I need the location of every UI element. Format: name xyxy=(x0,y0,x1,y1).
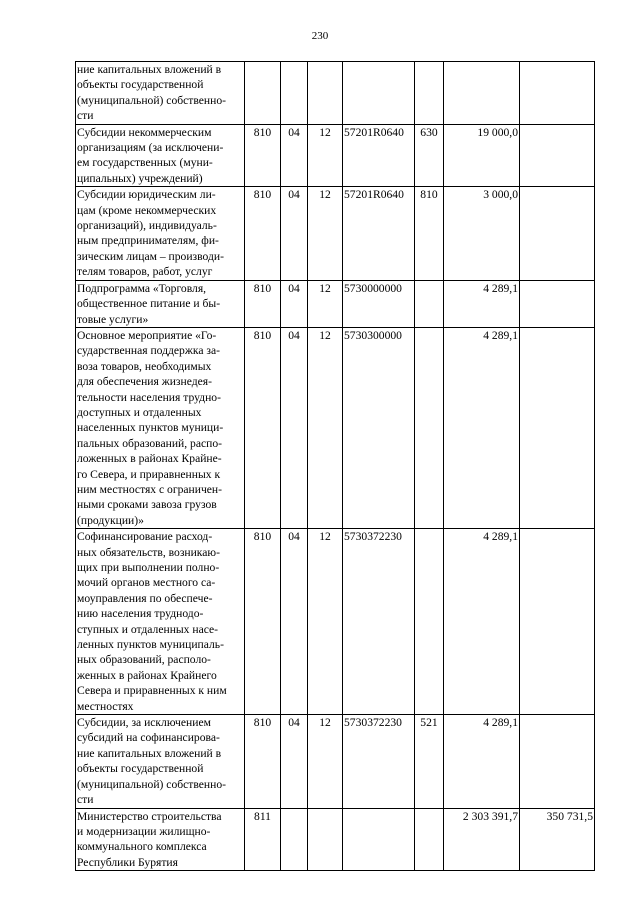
target-article-cell: 57201R0640 xyxy=(343,124,415,187)
ministry-code-cell: 810 xyxy=(245,715,281,808)
amount-cell: 4 289,1 xyxy=(444,529,520,715)
target-article-cell xyxy=(343,62,415,125)
table-row xyxy=(76,808,595,871)
item-name-cell xyxy=(76,62,245,125)
section-code-cell: 04 xyxy=(281,529,308,715)
item-name-cell xyxy=(76,327,245,528)
amount-2-cell: 350 731,5 xyxy=(520,808,595,871)
item-name-line: коммунального комплекса xyxy=(77,840,207,854)
item-name-line: общественное питание и бы- xyxy=(77,297,221,311)
section-code-cell xyxy=(281,62,308,125)
item-name-cell xyxy=(76,715,245,808)
ministry-code-cell: 811 xyxy=(245,808,281,871)
item-name-cell xyxy=(76,280,245,327)
ministry-code-cell: 810 xyxy=(245,124,281,187)
page-number: 230 xyxy=(311,30,329,42)
item-name-line: ним местностях с ограничен- xyxy=(77,482,222,496)
item-name-line: ными сроками завоза грузов xyxy=(77,498,217,512)
item-name-line: Субсидии, за исключением xyxy=(77,716,211,730)
target-article-cell: 5730000000 xyxy=(343,280,415,327)
item-name-line: моуправления по обеспече- xyxy=(77,591,213,605)
expense-type-cell: 630 xyxy=(415,124,444,187)
item-name-line: ступных и отдаленных насе- xyxy=(77,622,219,636)
item-name-line: для обеспечения жизнедея- xyxy=(77,375,212,389)
item-name-line: Республики Бурятия xyxy=(77,855,178,869)
item-name-line: зическим лицам – производи- xyxy=(77,249,224,263)
amount-2-cell xyxy=(520,124,595,187)
item-name-line: Подпрограмма «Торговля, xyxy=(77,281,207,295)
item-name-line: ных образований, располо- xyxy=(77,653,211,667)
item-name-line: ципальных) учреждений) xyxy=(77,171,203,185)
ministry-code-cell: 810 xyxy=(245,327,281,528)
item-name-line: воза товаров, необходимых xyxy=(77,359,212,373)
item-name-line: (муниципальной) собственно- xyxy=(77,93,226,107)
item-name-line: сти xyxy=(77,793,94,807)
table-row xyxy=(76,529,595,715)
amount-2-cell xyxy=(520,280,595,327)
expense-type-cell xyxy=(415,808,444,871)
table-row xyxy=(76,62,595,125)
expense-type-cell xyxy=(415,280,444,327)
expense-type-cell: 521 xyxy=(415,715,444,808)
item-name-cell xyxy=(76,187,245,280)
item-name-line: сударственная поддержка за- xyxy=(77,344,220,358)
item-name-line: пальных образований, распо- xyxy=(77,436,222,450)
item-name-line: Субсидии некоммерческим xyxy=(77,125,212,139)
amount-cell: 4 289,1 xyxy=(444,715,520,808)
item-name-line: ным предпринимателям, фи- xyxy=(77,234,219,248)
item-name-line: (продукции)» xyxy=(77,513,144,527)
amount-2-cell xyxy=(520,715,595,808)
target-article-cell: 5730372230 xyxy=(343,529,415,715)
table-row xyxy=(76,280,595,327)
table-row xyxy=(76,124,595,187)
item-name-line: организациям (за исключени- xyxy=(77,141,224,155)
table-row xyxy=(76,327,595,528)
amount-cell: 3 000,0 xyxy=(444,187,520,280)
item-name-line: (муниципальной) собственно- xyxy=(77,777,226,791)
budget-table xyxy=(75,61,595,871)
item-name-line: ленных пунктов муниципаль- xyxy=(77,638,224,652)
item-name-line: ложенных в районах Крайне- xyxy=(77,452,222,466)
amount-cell: 4 289,1 xyxy=(444,280,520,327)
subsection-code-cell xyxy=(308,808,343,871)
amount-cell: 2 303 391,7 xyxy=(444,808,520,871)
item-name-line: доступных и отдаленных xyxy=(77,405,202,419)
item-name-cell xyxy=(76,808,245,871)
target-article-cell: 5730300000 xyxy=(343,327,415,528)
amount-cell: 4 289,1 xyxy=(444,327,520,528)
table-body xyxy=(76,62,595,871)
section-code-cell: 04 xyxy=(281,124,308,187)
expense-type-cell xyxy=(415,529,444,715)
section-code-cell: 04 xyxy=(281,327,308,528)
item-name-line: женных в районах Крайнего xyxy=(77,668,217,682)
target-article-cell xyxy=(343,808,415,871)
table-row xyxy=(76,187,595,280)
section-code-cell: 04 xyxy=(281,280,308,327)
target-article-cell: 5730372230 xyxy=(343,715,415,808)
item-name-line: ние капитальных вложений в xyxy=(77,746,222,760)
item-name-line: субсидий на софинансирова- xyxy=(77,731,220,745)
item-name-line: объекты государственной xyxy=(77,78,204,92)
expense-type-cell: 810 xyxy=(415,187,444,280)
item-name-line: щих при выполнении полно- xyxy=(77,561,220,574)
expense-type-cell xyxy=(415,327,444,528)
expense-type-cell xyxy=(415,62,444,125)
item-name-line: ние капитальных вложений в xyxy=(77,63,222,76)
item-name-line: Субсидии юридическим ли- xyxy=(77,188,216,202)
item-name-cell xyxy=(76,124,245,187)
amount-cell: 19 000,0 xyxy=(444,124,520,187)
ministry-code-cell: 810 xyxy=(245,280,281,327)
subsection-code-cell xyxy=(308,62,343,125)
section-code-cell xyxy=(281,808,308,871)
item-name-line: ных обязательств, возникаю- xyxy=(77,545,220,559)
subsection-code-cell: 12 xyxy=(308,327,343,528)
item-name-cell xyxy=(76,529,245,715)
subsection-code-cell: 12 xyxy=(308,187,343,280)
table-row xyxy=(76,715,595,808)
item-name-line: го Севера, и приравненных к xyxy=(77,467,221,481)
amount-2-cell xyxy=(520,529,595,715)
item-name-line: тельности населения трудно- xyxy=(77,390,221,404)
item-name-line: Основное мероприятие «Го- xyxy=(77,328,217,342)
target-article-cell: 57201R0640 xyxy=(343,187,415,280)
section-code-cell: 04 xyxy=(281,715,308,808)
amount-2-cell xyxy=(520,187,595,280)
item-name-line: товые услуги» xyxy=(77,312,149,326)
section-code-cell: 04 xyxy=(281,187,308,280)
amount-cell xyxy=(444,62,520,125)
item-name-line: нию населения труднодо- xyxy=(77,607,204,621)
item-name-line: Софинансирование расход- xyxy=(77,530,213,544)
item-name-line: местностях xyxy=(77,699,134,713)
subsection-code-cell: 12 xyxy=(308,529,343,715)
subsection-code-cell: 12 xyxy=(308,715,343,808)
amount-2-cell xyxy=(520,327,595,528)
subsection-code-cell: 12 xyxy=(308,280,343,327)
item-name-line: Севера и приравненных к ним xyxy=(77,684,227,698)
item-name-line: ем государственных (муни- xyxy=(77,156,213,170)
ministry-code-cell: 810 xyxy=(245,529,281,715)
item-name-line: Министерство строительства xyxy=(77,809,222,823)
item-name-line: мочий органов местного са- xyxy=(77,576,216,590)
item-name-line: населенных пунктов муници- xyxy=(77,421,224,435)
item-name-line: телям товаров, работ, услуг xyxy=(77,265,213,279)
item-name-line: объекты государственной xyxy=(77,762,204,776)
item-name-line: сти xyxy=(77,109,94,123)
ministry-code-cell: 810 xyxy=(245,187,281,280)
amount-2-cell xyxy=(520,62,595,125)
item-name-line: цам (кроме некоммерческих xyxy=(77,203,217,217)
item-name-line: и модернизации жилищно- xyxy=(77,824,211,838)
subsection-code-cell: 12 xyxy=(308,124,343,187)
item-name-line: организаций), индивидуаль- xyxy=(77,219,217,233)
ministry-code-cell xyxy=(245,62,281,125)
